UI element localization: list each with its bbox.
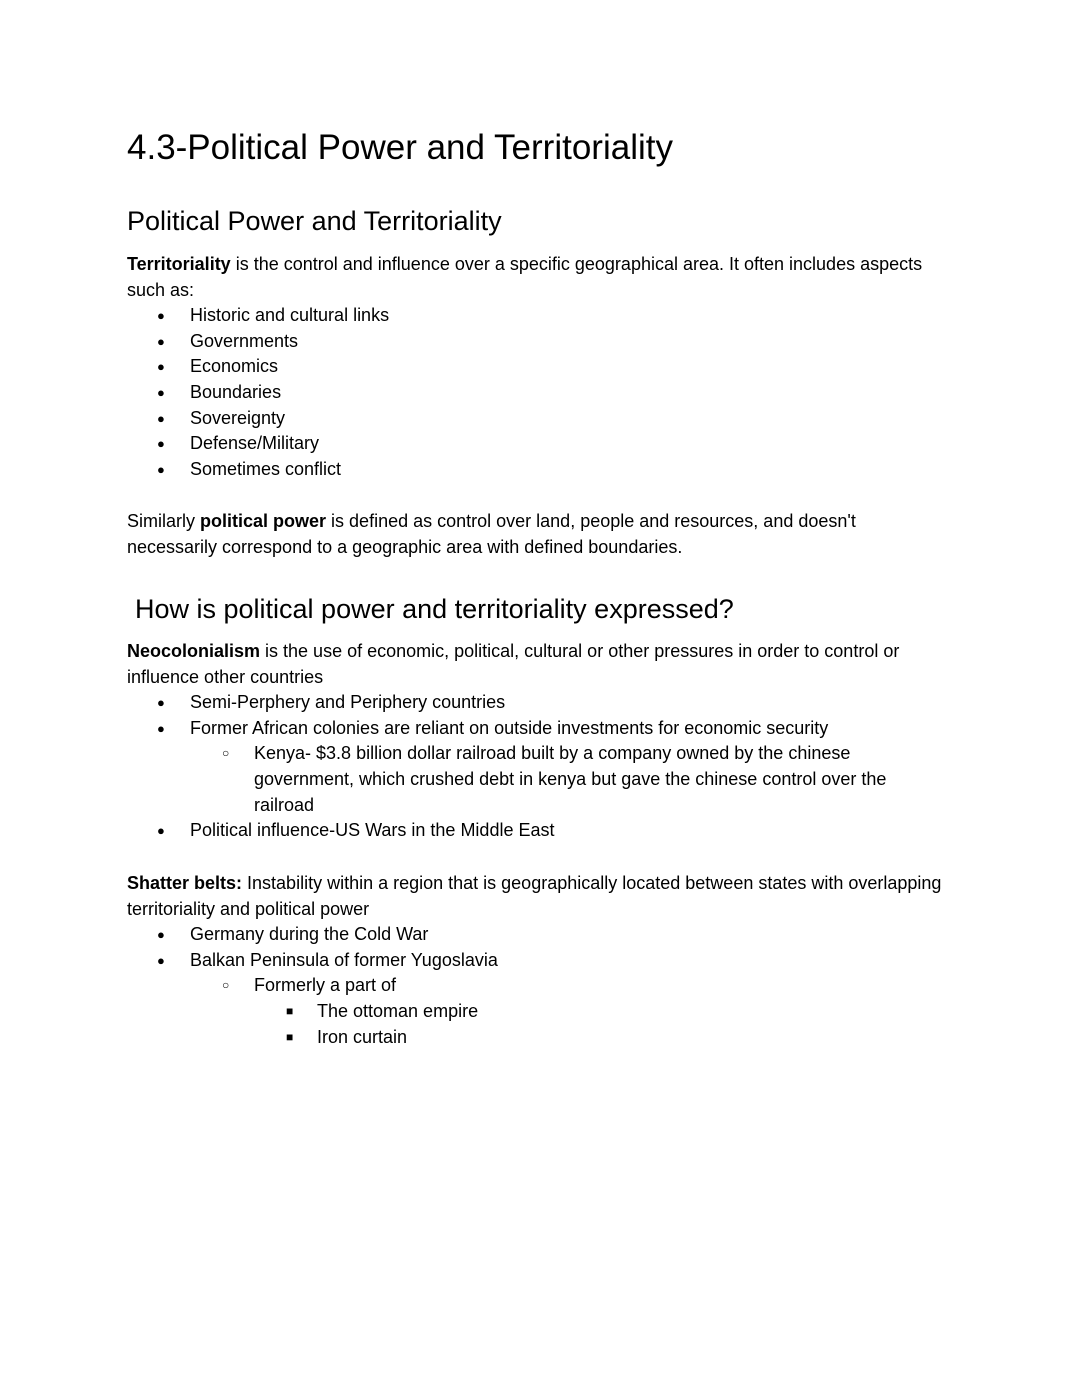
shatter-belts-list [127, 922, 947, 1050]
territoriality-definition [127, 252, 947, 303]
neocolonialism-definition-text: is the use of economic, political, cultural or other pressures in order to control or influence other countries [127, 641, 900, 687]
formerly-item [190, 973, 1010, 1050]
kenya-item: ○ Kenya- $3.8 billion dollar railroad built by a company owned by the chinese government, which crushed debt in kenya but gave the chinese control over the railroad [190, 741, 940, 818]
political-power-definition-text: is defined as control over land, people and resources, and doesn't necessarily correspond to a geographic area with defined boundaries. [127, 511, 856, 557]
list-item: ● Germany during the Cold War [127, 922, 947, 948]
shatter-belts-definition-text: Instability within a region that is geographically located between states with overlapping territoriality and political power [127, 873, 942, 919]
territoriality-aspects-list [127, 303, 947, 482]
shatter-belts-block [127, 871, 947, 1050]
territoriality-term: Territoriality [127, 254, 231, 274]
list-item: ■ The ottoman empire [254, 999, 1010, 1025]
balkan-sublist [127, 973, 947, 1050]
political-power-term: political power [200, 511, 327, 531]
list-item: ● Historic and cultural links [127, 303, 947, 329]
shatter-belts-definition [127, 871, 947, 922]
list-item: ● Semi-Perphery and Periphery countries [127, 690, 947, 716]
list-item: ● Boundaries [127, 380, 947, 406]
territoriality-definition-text: is the control and influence over a specific geographical area. It often includes aspects such as: [127, 254, 923, 300]
shatter-belts-term: Shatter belts: [127, 873, 243, 893]
document-title: 4.3-Political Power and Territoriality [127, 128, 673, 167]
list-item-african-colonies [127, 716, 947, 818]
neocolonialism-list [127, 690, 947, 844]
list-item: ● Sometimes conflict [127, 457, 947, 483]
list-item-text: Former African colonies are reliant on outside investments for economic security [190, 717, 829, 738]
neocolonialism-block [127, 639, 947, 844]
section-heading-expression: How is political power and territoriality expressed? [135, 594, 734, 624]
neocolonialism-term: Neocolonialism [127, 641, 261, 661]
list-item-balkan [127, 948, 947, 1050]
kenya-sublist [127, 741, 947, 818]
neocolonialism-definition [127, 639, 947, 690]
list-item: ● Governments [127, 329, 947, 355]
list-item: ● Defense/Military [127, 431, 947, 457]
list-item: ● Political influence-US Wars in the Middle East [127, 818, 947, 844]
list-item-text: Balkan Peninsula of former Yugoslavia [190, 949, 498, 970]
list-item: ■ Iron curtain [254, 1025, 1010, 1051]
territoriality-block [127, 252, 947, 482]
political-power-prefix: Similarly [127, 511, 201, 531]
section-heading-political-power: Political Power and Territoriality [127, 206, 502, 236]
formerly-item-text: Formerly a part of [254, 975, 397, 996]
list-item: ● Economics [127, 354, 947, 380]
political-power-block [127, 509, 947, 560]
list-item: ● Sovereignty [127, 406, 947, 432]
formerly-sublist [254, 999, 1010, 1050]
political-power-definition [127, 509, 947, 560]
